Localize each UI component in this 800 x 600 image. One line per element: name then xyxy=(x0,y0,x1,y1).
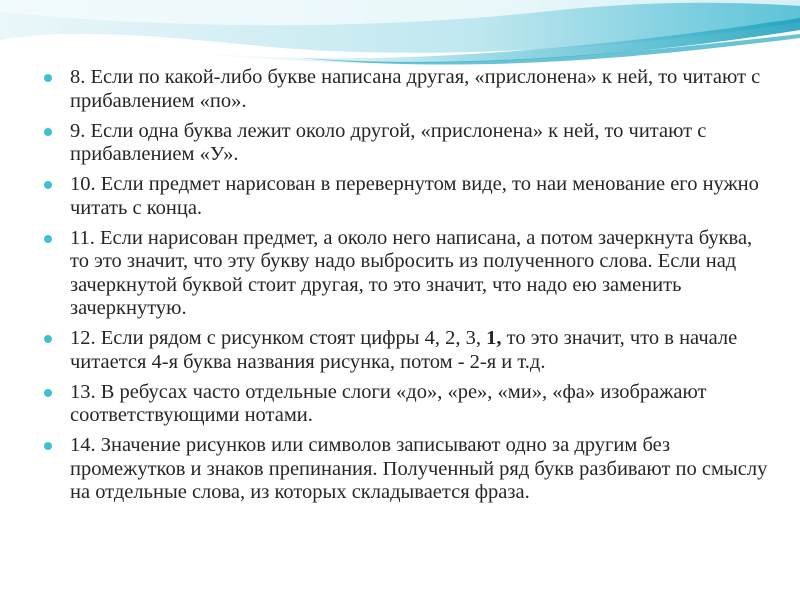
list-item xyxy=(44,120,774,167)
list-item xyxy=(44,173,774,220)
bullet-icon xyxy=(44,74,52,82)
list-item xyxy=(44,434,774,505)
rule-text: 11. Если нарисован предмет, а около него написана, а потом зачеркнута буква, то это значит, что эту букву надо выбросить из полученного слова. Если над зачеркнутой буквой стоит другая, то это значит, что надо ею заменить зачеркнутую. xyxy=(70,226,753,319)
bullet-icon xyxy=(44,442,52,450)
list-item xyxy=(44,381,774,428)
bullet-icon xyxy=(44,181,52,189)
rule-text: 13. В ребусах часто отдельные слоги «до», «ре», «ми», «фа» изображают соответствующими нотами. xyxy=(70,380,707,426)
rule-text-before: 12. Если рядом с рисунком стоят цифры 4, 2, 3, xyxy=(70,327,487,349)
rule-text: 8. Если по какой-либо букве написана другая, «прислонена» к ней, то читают с прибавлением «по». xyxy=(70,66,761,112)
bullet-icon xyxy=(44,389,52,397)
rules-list xyxy=(44,66,774,511)
rule-text-bold: 1, xyxy=(486,327,502,349)
bullet-icon xyxy=(44,235,52,243)
list-item xyxy=(44,327,774,374)
rule-text: 9. Если одна буква лежит около другой, «прислонена» к ней, то читают с прибавлением «У». xyxy=(70,119,707,165)
bullet-icon xyxy=(44,335,52,343)
bullet-icon xyxy=(44,128,52,136)
list-item xyxy=(44,227,774,321)
rule-text: 14. Значение рисунков или символов записывают одно за другим без промежутков и знаков препинания. Полученный ряд букв разбивают по смыслу на отдельные слова, из которых складывается фраза. xyxy=(70,434,768,503)
rule-text: 10. Если предмет нарисован в перевернутом виде, то наи менование его нужно читать с конца. xyxy=(70,173,759,219)
list-item xyxy=(44,66,774,113)
rule-text-after: то это значит, что в начале читается 4-я буква названия рисунка, потом - 2-я и т.д. xyxy=(70,327,738,373)
